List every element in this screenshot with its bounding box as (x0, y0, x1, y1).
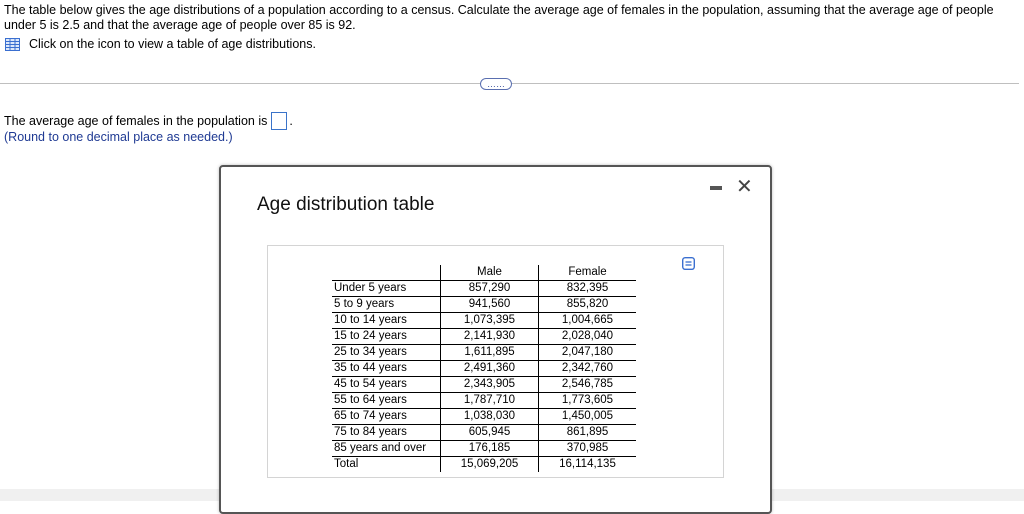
hint-text: Click on the icon to view a table of age distributions. (29, 37, 316, 51)
age-group-label: 10 to 14 years (332, 313, 441, 329)
age-group-label: 65 to 74 years (332, 409, 441, 425)
question-suffix: . (289, 114, 293, 128)
table-row (332, 457, 636, 473)
copy-icon[interactable] (682, 257, 695, 270)
male-count: 15,069,205 (441, 457, 539, 473)
female-count: 370,985 (539, 441, 637, 457)
table-row (332, 281, 636, 297)
age-distribution-table (332, 265, 636, 472)
male-count: 2,343,905 (441, 377, 539, 393)
table-hint[interactable] (5, 37, 316, 51)
age-group-label: 25 to 34 years (332, 345, 441, 361)
female-count: 2,342,760 (539, 361, 637, 377)
expand-button[interactable]: …… (480, 78, 512, 90)
age-group-label: Total (332, 457, 441, 473)
age-group-label: 5 to 9 years (332, 297, 441, 313)
male-count: 1,611,895 (441, 345, 539, 361)
male-count: 2,141,930 (441, 329, 539, 345)
question-text: The average age of females in the population is (4, 114, 268, 128)
male-count: 1,787,710 (441, 393, 539, 409)
table-row (332, 409, 636, 425)
table-row (332, 297, 636, 313)
male-count: 1,038,030 (441, 409, 539, 425)
answer-input[interactable] (271, 112, 287, 130)
table-header-row (332, 265, 636, 281)
table-panel (267, 245, 724, 478)
female-count: 1,773,605 (539, 393, 637, 409)
female-count: 16,114,135 (559, 458, 616, 470)
male-count: 605,945 (441, 425, 539, 441)
age-group-label: 15 to 24 years (332, 329, 441, 345)
age-group-label: 35 to 44 years (332, 361, 441, 377)
table-row (332, 393, 636, 409)
age-distribution-dialog (219, 165, 772, 514)
table-row (332, 345, 636, 361)
header-blank (332, 265, 441, 281)
dialog-title: Age distribution table (257, 194, 435, 215)
header-male: Male (441, 265, 539, 281)
age-group-label: 45 to 54 years (332, 377, 441, 393)
age-group-label: 75 to 84 years (332, 425, 441, 441)
female-count: 832,395 (539, 281, 637, 297)
minimize-icon[interactable] (710, 186, 722, 190)
female-count: 2,047,180 (539, 345, 637, 361)
table-row (332, 425, 636, 441)
table-row (332, 313, 636, 329)
age-group-label: Under 5 years (332, 281, 441, 297)
male-count: 1,073,395 (441, 313, 539, 329)
male-count: 176,185 (441, 441, 539, 457)
female-count: 855,820 (539, 297, 637, 313)
male-count: 2,491,360 (441, 361, 539, 377)
rounding-note: (Round to one decimal place as needed.) (4, 130, 233, 144)
table-icon[interactable] (5, 38, 20, 51)
female-count: 861,895 (539, 425, 637, 441)
table-row (332, 377, 636, 393)
table-row (332, 441, 636, 457)
table-row (332, 329, 636, 345)
problem-statement: The table below gives the age distributions of a population according to a census. Calculate the average age of females in the population, assuming that the average age of people under 5 is 2.5 and that the average age of people over 85 is 92. (4, 3, 994, 32)
close-icon[interactable]: ✕ (736, 176, 753, 198)
male-count: 941,560 (441, 297, 539, 313)
male-count: 857,290 (441, 281, 539, 297)
female-count: 2,546,785 (539, 377, 637, 393)
header-female: Female (539, 265, 637, 281)
female-count: 2,028,040 (539, 329, 637, 345)
female-count: 1,004,665 (539, 313, 637, 329)
table-row (332, 361, 636, 377)
female-count: 1,450,005 (539, 409, 637, 425)
question (4, 112, 293, 130)
age-group-label: 55 to 64 years (332, 393, 441, 409)
age-group-label: 85 years and over (332, 441, 441, 457)
